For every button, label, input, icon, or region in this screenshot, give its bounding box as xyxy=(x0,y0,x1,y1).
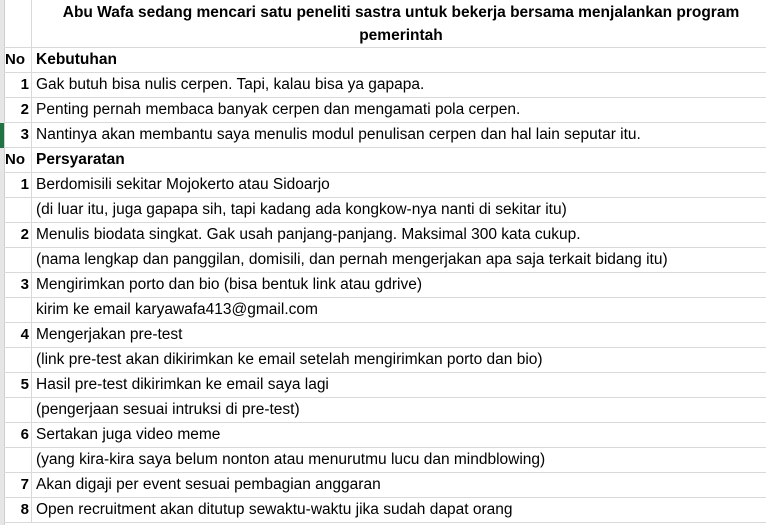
number-cell[interactable] xyxy=(4,298,32,322)
table-row xyxy=(4,198,766,223)
table-row xyxy=(4,423,766,448)
number-cell[interactable]: 1 xyxy=(4,73,32,97)
text-cell[interactable]: kirim ke email karyawafa413@gmail.com xyxy=(36,301,318,318)
number-cell[interactable]: No xyxy=(4,48,32,72)
text-cell[interactable]: Menulis biodata singkat. Gak usah panjang-panjang. Maksimal 300 kata cukup. xyxy=(36,226,581,243)
text-cell[interactable]: (yang kira-kira saya belum nonton atau menurutmu lucu dan mindblowing) xyxy=(36,451,546,468)
table-row xyxy=(4,398,766,423)
title-cell[interactable]: Abu Wafa sedang mencari satu peneliti sastra untuk bekerja bersama menjalankan program pemerintah xyxy=(62,4,740,44)
section-header-row xyxy=(4,148,766,173)
number-cell[interactable] xyxy=(4,248,32,272)
table-row xyxy=(4,448,766,473)
table-row xyxy=(4,248,766,273)
table-row xyxy=(4,348,766,373)
number-cell[interactable]: No xyxy=(4,148,32,172)
number-cell[interactable] xyxy=(4,348,32,372)
table-row xyxy=(4,498,766,523)
section-header-cell[interactable]: Persyaratan xyxy=(36,151,125,168)
table-row xyxy=(4,473,766,498)
text-cell[interactable]: (pengerjaan sesuai intruksi di pre-test) xyxy=(36,401,300,418)
text-cell[interactable]: Mengirimkan porto dan bio (bisa bentuk link atau gdrive) xyxy=(36,276,422,293)
table-row xyxy=(4,173,766,198)
section-header-row xyxy=(4,48,766,73)
number-cell[interactable] xyxy=(4,398,32,422)
text-cell[interactable]: Penting pernah membaca banyak cerpen dan mengamati pola cerpen. xyxy=(36,101,521,118)
number-cell[interactable] xyxy=(4,198,32,222)
number-cell[interactable]: 6 xyxy=(4,423,32,447)
text-cell[interactable]: Mengerjakan pre-test xyxy=(36,326,183,343)
table-row xyxy=(4,73,766,98)
number-cell[interactable]: 3 xyxy=(4,273,32,297)
text-cell[interactable]: Akan digaji per event sesuai pembagian anggaran xyxy=(36,476,381,493)
table-row xyxy=(4,298,766,323)
number-cell[interactable]: 8 xyxy=(4,498,32,522)
section-header-cell[interactable]: Kebutuhan xyxy=(36,51,117,68)
table-row xyxy=(4,98,766,123)
text-cell[interactable]: Open recruitment akan ditutup sewaktu-waktu jika sudah dapat orang xyxy=(36,501,513,518)
table-row xyxy=(4,373,766,398)
text-cell[interactable]: (link pre-test akan dikirimkan ke email setelah mengirimkan porto dan bio) xyxy=(36,351,543,368)
title-row xyxy=(4,0,766,48)
number-cell[interactable]: 7 xyxy=(4,473,32,497)
number-cell[interactable]: 3 xyxy=(4,123,32,147)
text-cell[interactable]: Nantinya akan membantu saya menulis modul penulisan cerpen dan hal lain seputar itu. xyxy=(36,126,641,143)
number-cell[interactable]: 2 xyxy=(4,223,32,247)
text-cell[interactable]: Berdomisili sekitar Mojokerto atau Sidoarjo xyxy=(36,176,330,193)
number-cell[interactable]: 2 xyxy=(4,98,32,122)
number-cell[interactable] xyxy=(4,448,32,472)
title-no-cell[interactable] xyxy=(4,0,32,47)
text-cell[interactable]: (di luar itu, juga gapapa sih, tapi kadang ada kongkow-nya nanti di sekitar itu) xyxy=(36,201,567,218)
table-row xyxy=(4,323,766,348)
cell-grid xyxy=(4,0,766,523)
table-row xyxy=(4,223,766,248)
text-cell[interactable]: Sertakan juga video meme xyxy=(36,426,221,443)
number-cell[interactable]: 4 xyxy=(4,323,32,347)
number-cell[interactable]: 1 xyxy=(4,173,32,197)
text-cell[interactable]: (nama lengkap dan panggilan, domisili, dan pernah mengerjakan apa saja terkait bidang itu) xyxy=(36,251,668,268)
table-row xyxy=(4,273,766,298)
table-row xyxy=(4,123,766,148)
text-cell[interactable]: Hasil pre-test dikirimkan ke email saya lagi xyxy=(36,376,329,393)
number-cell[interactable]: 5 xyxy=(4,373,32,397)
text-cell[interactable]: Gak butuh bisa nulis cerpen. Tapi, kalau bisa ya gapapa. xyxy=(36,76,425,93)
